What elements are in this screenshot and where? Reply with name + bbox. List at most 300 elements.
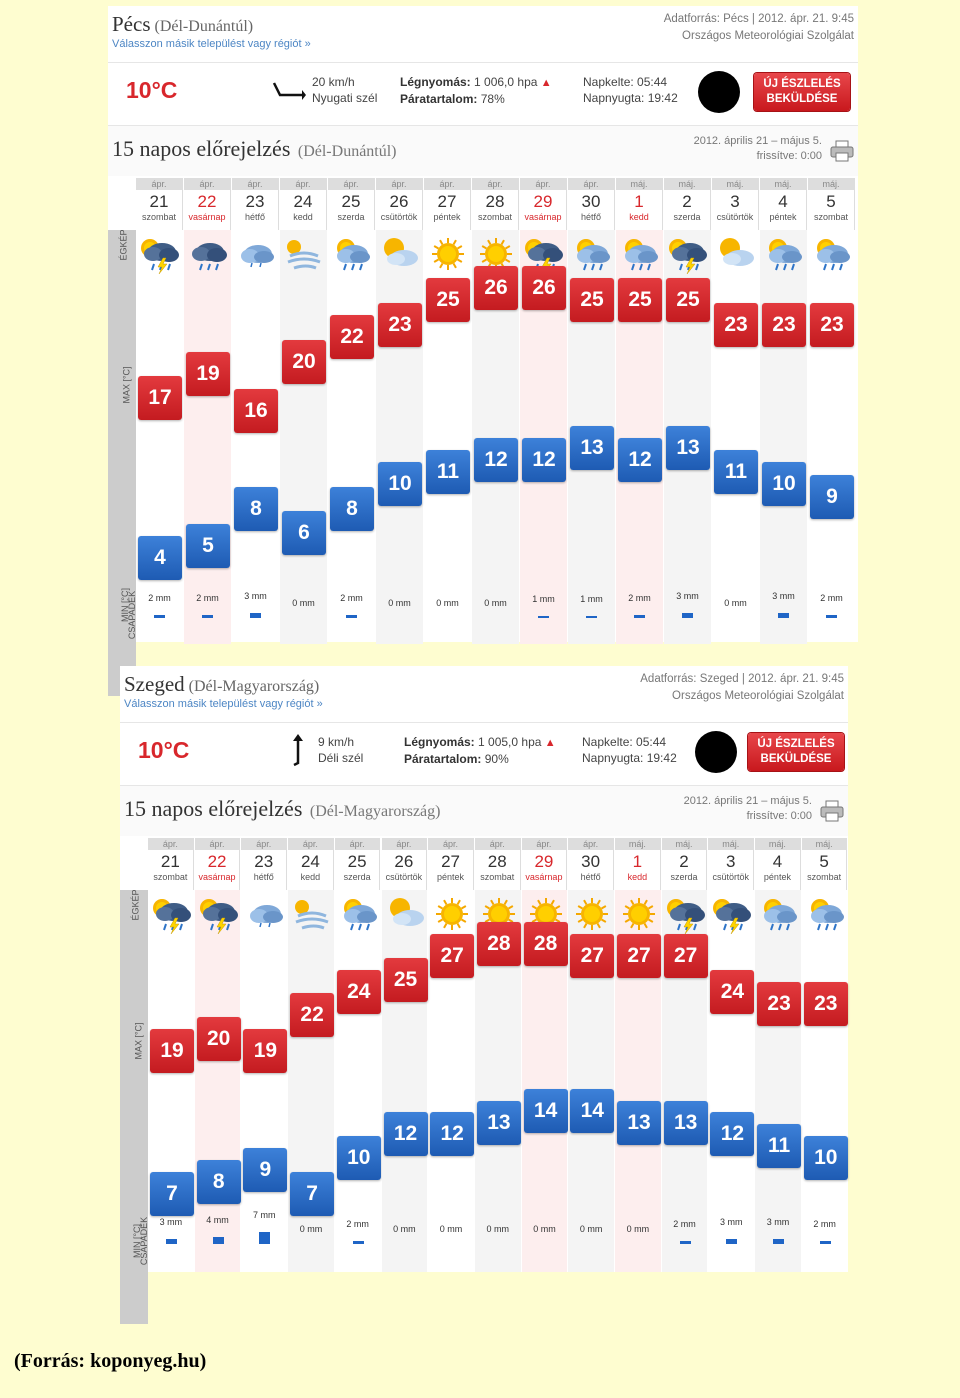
max-temp: 25 — [426, 278, 470, 322]
min-temp: 10 — [762, 462, 806, 506]
day-header[interactable] — [428, 838, 474, 890]
day-number: 5 — [819, 852, 829, 871]
day-column — [428, 838, 474, 1272]
max-temp: 17 — [138, 376, 182, 420]
precip-amount: 3 mm — [719, 1216, 743, 1227]
precip-bar — [826, 615, 837, 618]
day-column — [760, 178, 807, 644]
precip-amount: 3 mm — [244, 590, 267, 601]
day-header[interactable] — [616, 178, 663, 230]
day-column — [148, 838, 194, 1272]
day-header[interactable] — [568, 838, 614, 890]
min-temp: 12 — [618, 438, 662, 482]
current-temperature: 10°C — [138, 737, 190, 763]
day-header[interactable] — [808, 178, 855, 230]
day-column — [288, 838, 334, 1272]
max-temp: 25 — [570, 278, 614, 322]
precip-bar — [820, 1241, 831, 1244]
day-header[interactable] — [664, 178, 711, 230]
max-temp: 23 — [378, 303, 422, 347]
precip-amount: 1 mm — [532, 594, 555, 604]
day-month: ápr. — [288, 838, 333, 850]
city-header — [120, 666, 848, 721]
max-temp: 28 — [477, 922, 521, 966]
day-name: szombat — [141, 212, 176, 222]
precip-bar — [259, 1232, 270, 1244]
sun-rain-cloud-icon — [757, 894, 801, 934]
day-number: 21 — [149, 192, 169, 211]
forecast-grid — [120, 838, 849, 1272]
day-header[interactable] — [232, 178, 279, 230]
day-month: ápr. — [232, 178, 278, 190]
date-range: 2012. április 21 – május 5. — [693, 135, 822, 147]
storm-cloud-icon — [138, 234, 182, 274]
storm-cloud-icon — [664, 894, 708, 934]
day-number: 1 — [634, 192, 644, 211]
sunset: Napnyugta: 19:42 — [582, 751, 677, 765]
moon-phase-icon — [698, 71, 740, 113]
day-month: máj. — [712, 178, 758, 190]
day-month: ápr. — [475, 838, 520, 850]
forecast-panel-szeged — [120, 666, 848, 1272]
day-month: ápr. — [424, 178, 470, 190]
day-header[interactable] — [184, 178, 231, 230]
max-temp: 25 — [384, 958, 428, 1002]
date-range: 2012. április 21 – május 5. — [683, 795, 812, 807]
day-column — [568, 178, 615, 644]
moon-phase-icon — [695, 731, 737, 773]
day-column — [712, 178, 759, 644]
data-source — [640, 671, 844, 705]
day-month: ápr. — [520, 178, 566, 190]
precip-amount: 2 mm — [196, 592, 219, 603]
day-number: 3 — [730, 192, 740, 211]
button-line: BEKÜLDÉSE — [760, 753, 832, 765]
max-temp: 23 — [757, 982, 801, 1026]
min-temp: 13 — [477, 1101, 521, 1145]
precip-bar — [250, 613, 261, 618]
day-name: péntek — [437, 872, 465, 882]
precip-amount: 0 mm — [299, 1224, 323, 1234]
wind-direction: Déli szél — [318, 751, 364, 765]
day-column — [184, 178, 231, 644]
max-temp: 27 — [664, 934, 708, 978]
change-location-link[interactable]: Válasszon másik települést vagy régiót » — [124, 698, 323, 710]
precip-amount: 0 mm — [724, 598, 747, 608]
min-temp: 7 — [290, 1172, 334, 1216]
precip-amount: 3 mm — [772, 590, 795, 601]
pressure-humidity — [404, 734, 556, 767]
day-header[interactable] — [760, 178, 807, 230]
day-header[interactable] — [520, 178, 567, 230]
button-line: BEKÜLDÉSE — [766, 93, 838, 105]
min-temp: 11 — [426, 450, 470, 494]
forecast-region: (Dél-Dunántúl) — [297, 143, 397, 160]
min-temp: 14 — [524, 1089, 568, 1133]
sunset: Napnyugta: 19:42 — [583, 91, 678, 105]
day-number: 30 — [581, 852, 601, 871]
row-label-min: MIN [°C] — [132, 1223, 143, 1259]
day-header[interactable] — [148, 838, 194, 890]
wind-info — [312, 74, 377, 106]
day-name: kedd — [300, 872, 321, 882]
rain-cloud-icon — [186, 234, 230, 274]
max-temp: 28 — [524, 922, 568, 966]
min-temp: 12 — [384, 1112, 428, 1156]
day-month: máj. — [662, 838, 707, 850]
day-column — [616, 178, 663, 644]
day-header[interactable] — [662, 838, 708, 890]
row-label-max: MAX [°C] — [121, 366, 132, 404]
day-column — [335, 838, 381, 1272]
precip-amount: 0 mm — [484, 598, 507, 608]
day-number: 22 — [197, 192, 217, 211]
day-number: 29 — [534, 852, 554, 871]
day-column — [802, 838, 848, 1272]
precip-bar — [346, 615, 357, 618]
drizzle-cloud-icon — [234, 234, 278, 274]
day-month: ápr. — [428, 838, 473, 850]
precip-bar — [726, 1239, 737, 1244]
day-column — [232, 178, 279, 644]
day-name: péntek — [763, 872, 791, 882]
day-header[interactable] — [335, 838, 381, 890]
wind-direction-icon — [280, 733, 316, 769]
day-column — [424, 178, 471, 644]
wind-info — [318, 734, 363, 766]
day-number: 28 — [485, 192, 505, 211]
row-label-precip: CSAPADÉK — [127, 590, 138, 640]
day-name: péntek — [769, 212, 797, 222]
submit-observation-button[interactable] — [748, 733, 844, 771]
day-header[interactable] — [522, 838, 568, 890]
day-month: ápr. — [280, 178, 326, 190]
sun-rain-cloud-icon — [330, 234, 374, 274]
day-column — [522, 838, 568, 1272]
day-column — [708, 838, 754, 1272]
precip-amount: 0 mm — [393, 1224, 416, 1234]
day-number: 23 — [245, 192, 265, 211]
day-name: kedd — [293, 212, 313, 222]
day-column — [520, 178, 567, 644]
wind-sun-icon — [282, 234, 326, 274]
max-temp: 19 — [150, 1029, 194, 1073]
precip-amount: 4 mm — [206, 1215, 229, 1226]
wind-direction-icon — [270, 73, 306, 109]
sunrise: Napkelte: 05:44 — [582, 735, 667, 749]
day-month: máj. — [755, 838, 800, 850]
source-agency: Országos Meteorológiai Szolgálat — [682, 30, 854, 42]
day-header[interactable] — [472, 178, 519, 230]
day-number: 2 — [679, 852, 689, 871]
day-month: máj. — [615, 838, 660, 850]
precip-bar — [166, 1239, 177, 1244]
day-name: csütörtök — [716, 212, 754, 222]
humidity-label: Páratartalom: — [400, 92, 478, 106]
day-header[interactable] — [382, 838, 428, 890]
current-temperature: 10°C — [126, 77, 178, 103]
change-location-link[interactable]: Válasszon másik települést vagy régiót » — [112, 38, 311, 50]
precip-bar — [154, 615, 165, 618]
storm-cloud-icon — [710, 894, 754, 934]
min-temp: 10 — [378, 462, 422, 506]
day-name: hétfő — [244, 212, 266, 222]
sun-cloud-icon — [378, 234, 422, 274]
forecast-header — [108, 126, 858, 176]
current-conditions — [120, 722, 848, 786]
precip-bar — [202, 615, 213, 618]
drizzle-cloud-icon — [243, 894, 287, 934]
min-temp: 10 — [337, 1136, 381, 1180]
day-month: ápr. — [195, 838, 240, 850]
day-name: vasárnap — [198, 872, 236, 882]
day-number: 24 — [300, 852, 320, 871]
sun-icon — [426, 234, 470, 274]
max-temp: 23 — [762, 303, 806, 347]
pressure-value: 1 006,0 hpa — [474, 75, 538, 89]
day-column — [382, 838, 428, 1272]
min-temp: 4 — [138, 536, 182, 580]
max-temp: 20 — [282, 340, 326, 384]
sun-cloud-icon — [384, 894, 428, 934]
printer-icon[interactable] — [820, 800, 844, 822]
submit-observation-button[interactable] — [754, 73, 850, 111]
day-name: csütörtök — [385, 872, 423, 882]
min-temp: 13 — [570, 426, 614, 470]
max-temp: 25 — [618, 278, 662, 322]
sunrise: Napkelte: 05:44 — [583, 75, 668, 89]
current-conditions — [108, 62, 858, 126]
sun-rain-cloud-icon — [618, 234, 662, 274]
day-number: 26 — [389, 192, 409, 211]
day-column — [136, 178, 183, 644]
precip-amount: 2 mm — [820, 592, 843, 603]
button-line: ÚJ ÉSZLELÉS — [763, 78, 841, 90]
pressure-trend-icon: ▲ — [540, 77, 552, 89]
max-temp: 27 — [570, 934, 614, 978]
row-labels — [120, 890, 148, 1324]
sun-rain-cloud-icon — [804, 894, 848, 934]
city-title — [112, 12, 253, 37]
day-number: 5 — [826, 192, 836, 211]
pressure-trend-icon: ▲ — [544, 737, 556, 749]
forecast-range — [684, 794, 812, 824]
pressure-label: Légnyomás: — [404, 735, 475, 749]
storm-cloud-icon — [150, 894, 194, 934]
day-number: 2 — [682, 192, 692, 211]
day-number: 28 — [487, 852, 507, 871]
day-name: vasárnap — [525, 872, 563, 882]
source-footer: (Forrás: koponyeg.hu) — [14, 1350, 207, 1372]
wind-speed: 20 km/h — [312, 75, 355, 89]
day-number: 3 — [726, 852, 736, 871]
day-number: 27 — [441, 852, 460, 871]
day-month: máj. — [802, 838, 847, 850]
sun-times — [582, 734, 677, 766]
day-month: ápr. — [472, 178, 518, 190]
day-month: máj. — [616, 178, 662, 190]
day-name: péntek — [433, 212, 461, 222]
day-column — [568, 838, 614, 1272]
day-header[interactable] — [615, 838, 661, 890]
row-label-max: MAX [°C] — [133, 1022, 144, 1060]
min-temp: 12 — [430, 1112, 474, 1156]
day-header[interactable] — [424, 178, 471, 230]
day-header[interactable] — [568, 178, 615, 230]
day-header[interactable] — [475, 838, 521, 890]
storm-cloud-icon — [197, 894, 241, 934]
day-number: 21 — [160, 852, 180, 871]
day-header[interactable] — [755, 838, 801, 890]
updated-time: frissítve: 0:00 — [756, 150, 822, 162]
day-number: 4 — [778, 192, 788, 211]
day-name: csütörtök — [380, 212, 418, 222]
day-column — [376, 178, 423, 644]
day-name: hétfő — [580, 212, 602, 222]
day-name: kedd — [627, 872, 648, 882]
max-temp: 26 — [474, 266, 518, 310]
forecast-title — [112, 136, 397, 162]
min-temp: 11 — [714, 450, 758, 494]
day-number: 30 — [581, 192, 601, 211]
min-temp: 8 — [330, 487, 374, 531]
wind-speed: 9 km/h — [318, 735, 355, 749]
day-header[interactable] — [328, 178, 375, 230]
precip-amount: 1 mm — [580, 594, 603, 604]
wind-direction: Nyugati szél — [312, 91, 378, 105]
data-source — [664, 11, 854, 45]
precip-bar — [773, 1239, 784, 1244]
day-name: hétfő — [580, 872, 601, 882]
max-temp: 19 — [243, 1029, 287, 1073]
min-temp: 12 — [474, 438, 518, 482]
precip-amount: 0 mm — [292, 598, 315, 608]
sun-icon — [570, 894, 614, 934]
printer-icon[interactable] — [830, 140, 854, 162]
day-header[interactable] — [280, 178, 327, 230]
max-temp: 23 — [810, 303, 854, 347]
precip-amount: 2 mm — [346, 1218, 369, 1229]
source-line: Adatforrás: Pécs | 2012. ápr. 21. 9:45 — [663, 13, 854, 25]
day-number: 26 — [394, 852, 414, 871]
day-header[interactable] — [136, 178, 183, 230]
row-label-precip: CSAPADÉK — [139, 1216, 150, 1266]
day-name: szerda — [673, 212, 701, 222]
min-temp: 7 — [150, 1172, 194, 1216]
day-header[interactable] — [195, 838, 241, 890]
source-line: Adatforrás: Szeged | 2012. ápr. 21. 9:45 — [640, 673, 844, 685]
day-column — [615, 838, 661, 1272]
sun-rain-cloud-icon — [810, 234, 854, 274]
day-header[interactable] — [376, 178, 423, 230]
day-number: 27 — [437, 192, 457, 211]
day-month: ápr. — [335, 838, 380, 850]
pressure-value: 1 005,0 hpa — [478, 735, 542, 749]
wind-sun-icon — [290, 894, 334, 934]
day-column — [241, 838, 287, 1272]
min-temp: 12 — [710, 1112, 754, 1156]
min-temp: 13 — [664, 1101, 708, 1145]
day-header[interactable] — [241, 838, 287, 890]
forecast-header — [120, 786, 848, 836]
day-column — [475, 838, 521, 1272]
forecast-title-text: 15 napos előrejelzés — [124, 796, 303, 821]
day-month: ápr. — [568, 178, 614, 190]
day-column — [664, 178, 711, 644]
day-month: ápr. — [382, 838, 427, 850]
min-temp: 6 — [282, 511, 326, 555]
day-month: ápr. — [376, 178, 422, 190]
day-name: szerda — [670, 872, 698, 882]
day-header[interactable] — [802, 838, 848, 890]
precip-amount: 0 mm — [533, 1224, 556, 1234]
day-name: hétfő — [253, 872, 274, 882]
humidity-label: Páratartalom: — [404, 752, 482, 766]
day-month: ápr. — [522, 838, 567, 850]
precip-amount: 2 mm — [340, 592, 363, 603]
city-name: Szeged — [124, 672, 185, 696]
precip-amount: 3 mm — [766, 1216, 790, 1227]
precip-amount: 2 mm — [628, 592, 651, 603]
day-header[interactable] — [708, 838, 754, 890]
min-temp: 13 — [666, 426, 710, 470]
source-agency: Országos Meteorológiai Szolgálat — [672, 690, 844, 702]
forecast-panel-pecs — [108, 6, 858, 642]
updated-time: frissítve: 0:00 — [746, 810, 812, 822]
precip-amount: 7 mm — [252, 1210, 276, 1221]
pressure-humidity — [400, 74, 552, 107]
day-number: 29 — [533, 192, 553, 211]
city-name: Pécs — [112, 12, 151, 36]
day-column — [808, 178, 855, 644]
sun-rain-cloud-icon — [762, 234, 806, 274]
city-region: (Dél-Dunántúl) — [154, 18, 254, 35]
day-month: ápr. — [184, 178, 230, 190]
sun-cloud-icon — [714, 234, 758, 274]
sun-rain-cloud-icon — [337, 894, 381, 934]
precip-bar — [634, 615, 645, 618]
min-temp: 5 — [186, 524, 230, 568]
sun-icon — [617, 894, 661, 934]
min-temp: 13 — [617, 1101, 661, 1145]
day-number: 25 — [347, 852, 367, 871]
day-name: szombat — [813, 212, 848, 222]
row-label-min: MIN [°C] — [120, 587, 131, 623]
max-temp: 20 — [197, 1017, 241, 1061]
day-name: vasárnap — [524, 212, 562, 222]
day-header[interactable] — [712, 178, 759, 230]
forecast-title-text: 15 napos előrejelzés — [112, 136, 291, 161]
day-column — [662, 838, 708, 1272]
day-number: 24 — [293, 192, 313, 211]
precip-amount: 2 mm — [148, 592, 171, 603]
day-month: máj. — [708, 838, 753, 850]
row-label-sky: ÉGKÉP — [118, 229, 129, 261]
day-column — [755, 838, 801, 1272]
day-header[interactable] — [288, 838, 334, 890]
day-name: csütörtök — [712, 872, 749, 882]
sun-icon — [430, 894, 474, 934]
day-name: szerda — [343, 872, 371, 882]
day-month: ápr. — [568, 838, 613, 850]
precip-amount: 0 mm — [388, 598, 411, 608]
day-name: szombat — [480, 872, 515, 882]
forecast-range — [694, 134, 822, 164]
day-name: szerda — [337, 212, 365, 222]
min-temp: 9 — [810, 475, 854, 519]
day-number: 1 — [632, 852, 643, 871]
precip-amount: 3 mm — [676, 590, 699, 601]
